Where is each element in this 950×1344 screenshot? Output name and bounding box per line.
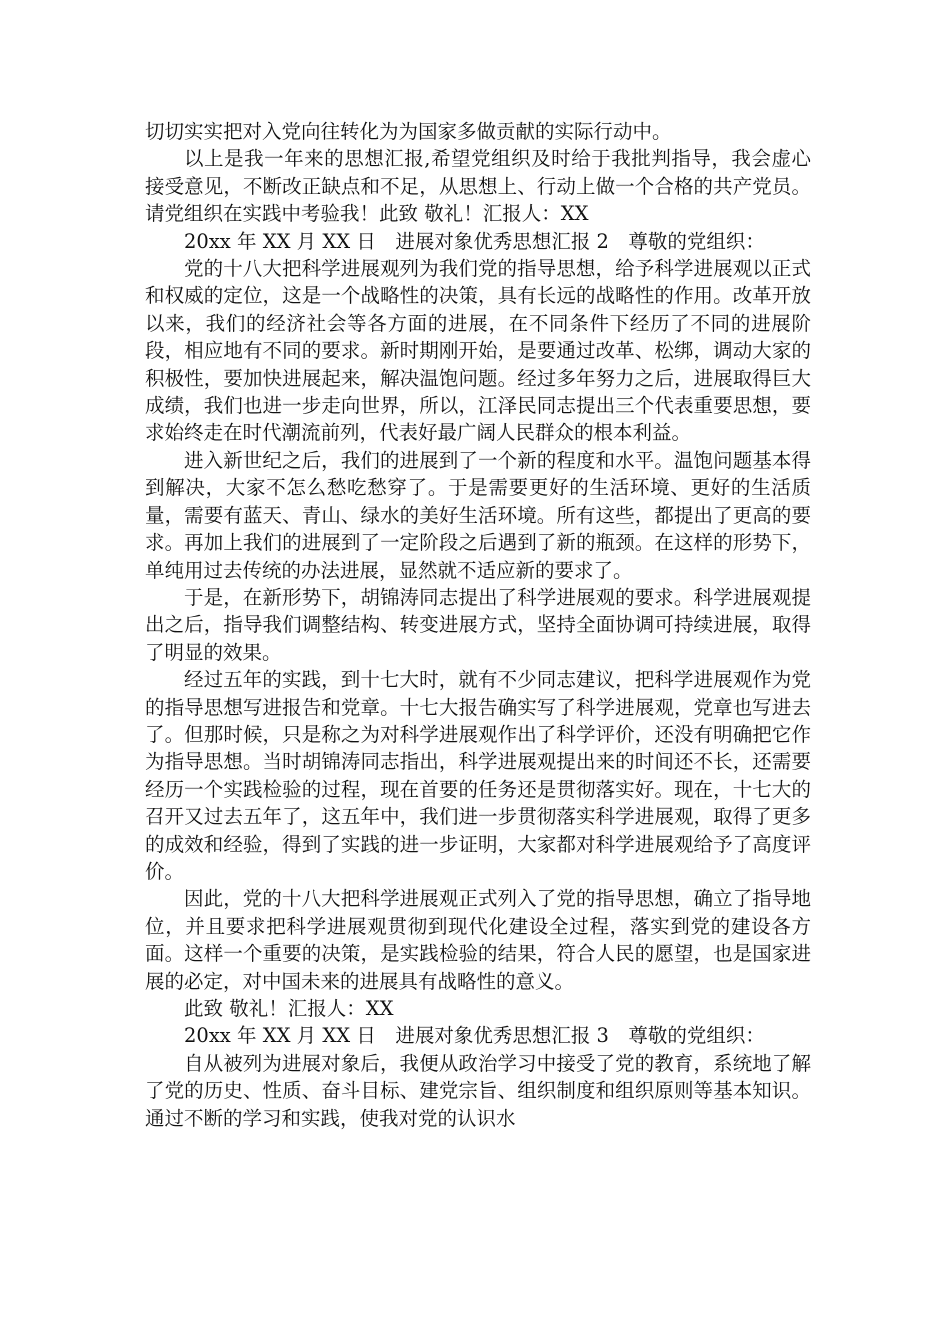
paragraph-body: 自从被列为进展对象后，我便从政治学习中接受了党的教育，系统地了解了党的历史、性质、奋斗目标、建党宗旨、组织制度和组织原则等基本知识。通过不断的学习和实践，使我对党的认识水: [145, 1051, 811, 1130]
paragraph-body: 于是，在新形势下，胡锦涛同志提出了科学进展观的要求。科学进展观提出之后，指导我们调整结构、转变进展方式，坚持全面协调可持续进展，取得了明显的效果。: [145, 585, 811, 664]
paragraph-salutation: 此致 敬礼！汇报人：XX: [184, 997, 394, 1020]
paragraph-report-closing: 以上是我一年来的思想汇报,希望党组织及时给于我批判指导，我会虚心接受意见，不断改正缺点和不足，从思想上、行动上做一个合格的共产党员。请党组织在实践中考验我！此致 敬礼！汇报人：XX: [145, 147, 811, 226]
paragraph-date-heading-3: 20xx 年 XX 月 XX 日 进展对象优秀思想汇报 3 尊敬的党组织：: [184, 1024, 765, 1048]
paragraph-body: 经过五年的实践，到十七大时，就有不少同志建议，把科学进展观作为党的指导思想写进报告和党章。十七大报告确实写了科学进展观，党章也写进去了。但那时候，只是称之为对科学进展观作出了科学评价，还没有明确把它作为指导思想。当时胡锦涛同志指出，科学进展观提出来的时间还不长，还需要经历一个实践检验的过程，现在首要的任务还是贯彻落实好。现在，十七大的召开又过去五年了，这五年中，我们进一步贯彻落实科学进展观，取得了更多的成效和经验，得到了实践的进一步证明，大家都对科学进展观给予了高度评价。: [145, 668, 811, 883]
paragraph-date-heading-2: 20xx 年 XX 月 XX 日 进展对象优秀思想汇报 2 尊敬的党组织：: [184, 229, 765, 253]
paragraph-body: 党的十八大把科学进展观列为我们党的指导思想，给予科学进展观以正式和权威的定位，这是一个战略性的决策，具有长远的战略性的作用。改革开放以来，我们的经济社会等各方面的进展，在不同条件下经历了不同的进展阶段，相应地有不同的要求。新时期刚开始，是要通过改革、松绑，调动大家的积极性，要加快进展起来，解决温饱问题。经过多年努力之后，进展取得巨大成绩，我们也进一步走向世界，所以，江泽民同志提出三个代表重要思想，要求始终走在时代潮流前列，代表好最广阔人民群众的根本利益。: [145, 257, 811, 445]
document-page: [145, 118, 811, 1132]
paragraph-body: 进入新世纪之后，我们的进展到了一个新的程度和水平。温饱问题基本得到解决，大家不怎么愁吃愁穿了。于是需要更好的生活环境、更好的生活质量，需要有蓝天、青山、绿水的美好生活环境。所有这些，都提出了更高的要求。再加上我们的进展到了一定阶段之后遇到了新的瓶颈。在这样的形势下，单纯用过去传统的办法进展，显然就不适应新的要求了。: [145, 448, 811, 582]
paragraph-body: 因此，党的十八大把科学进展观正式列入了党的指导思想，确立了指导地位，并且要求把科学进展观贯彻到现代化建设全过程，落实到党的建设各方面。这样一个重要的决策，是实践检验的结果，符合人民的愿望，也是国家进展的必定，对中国未来的进展具有战略性的意义。: [145, 887, 811, 993]
paragraph-continuation: 切切实实把对入党向往转化为为国家多做贡献的实际行动中。: [145, 120, 672, 143]
